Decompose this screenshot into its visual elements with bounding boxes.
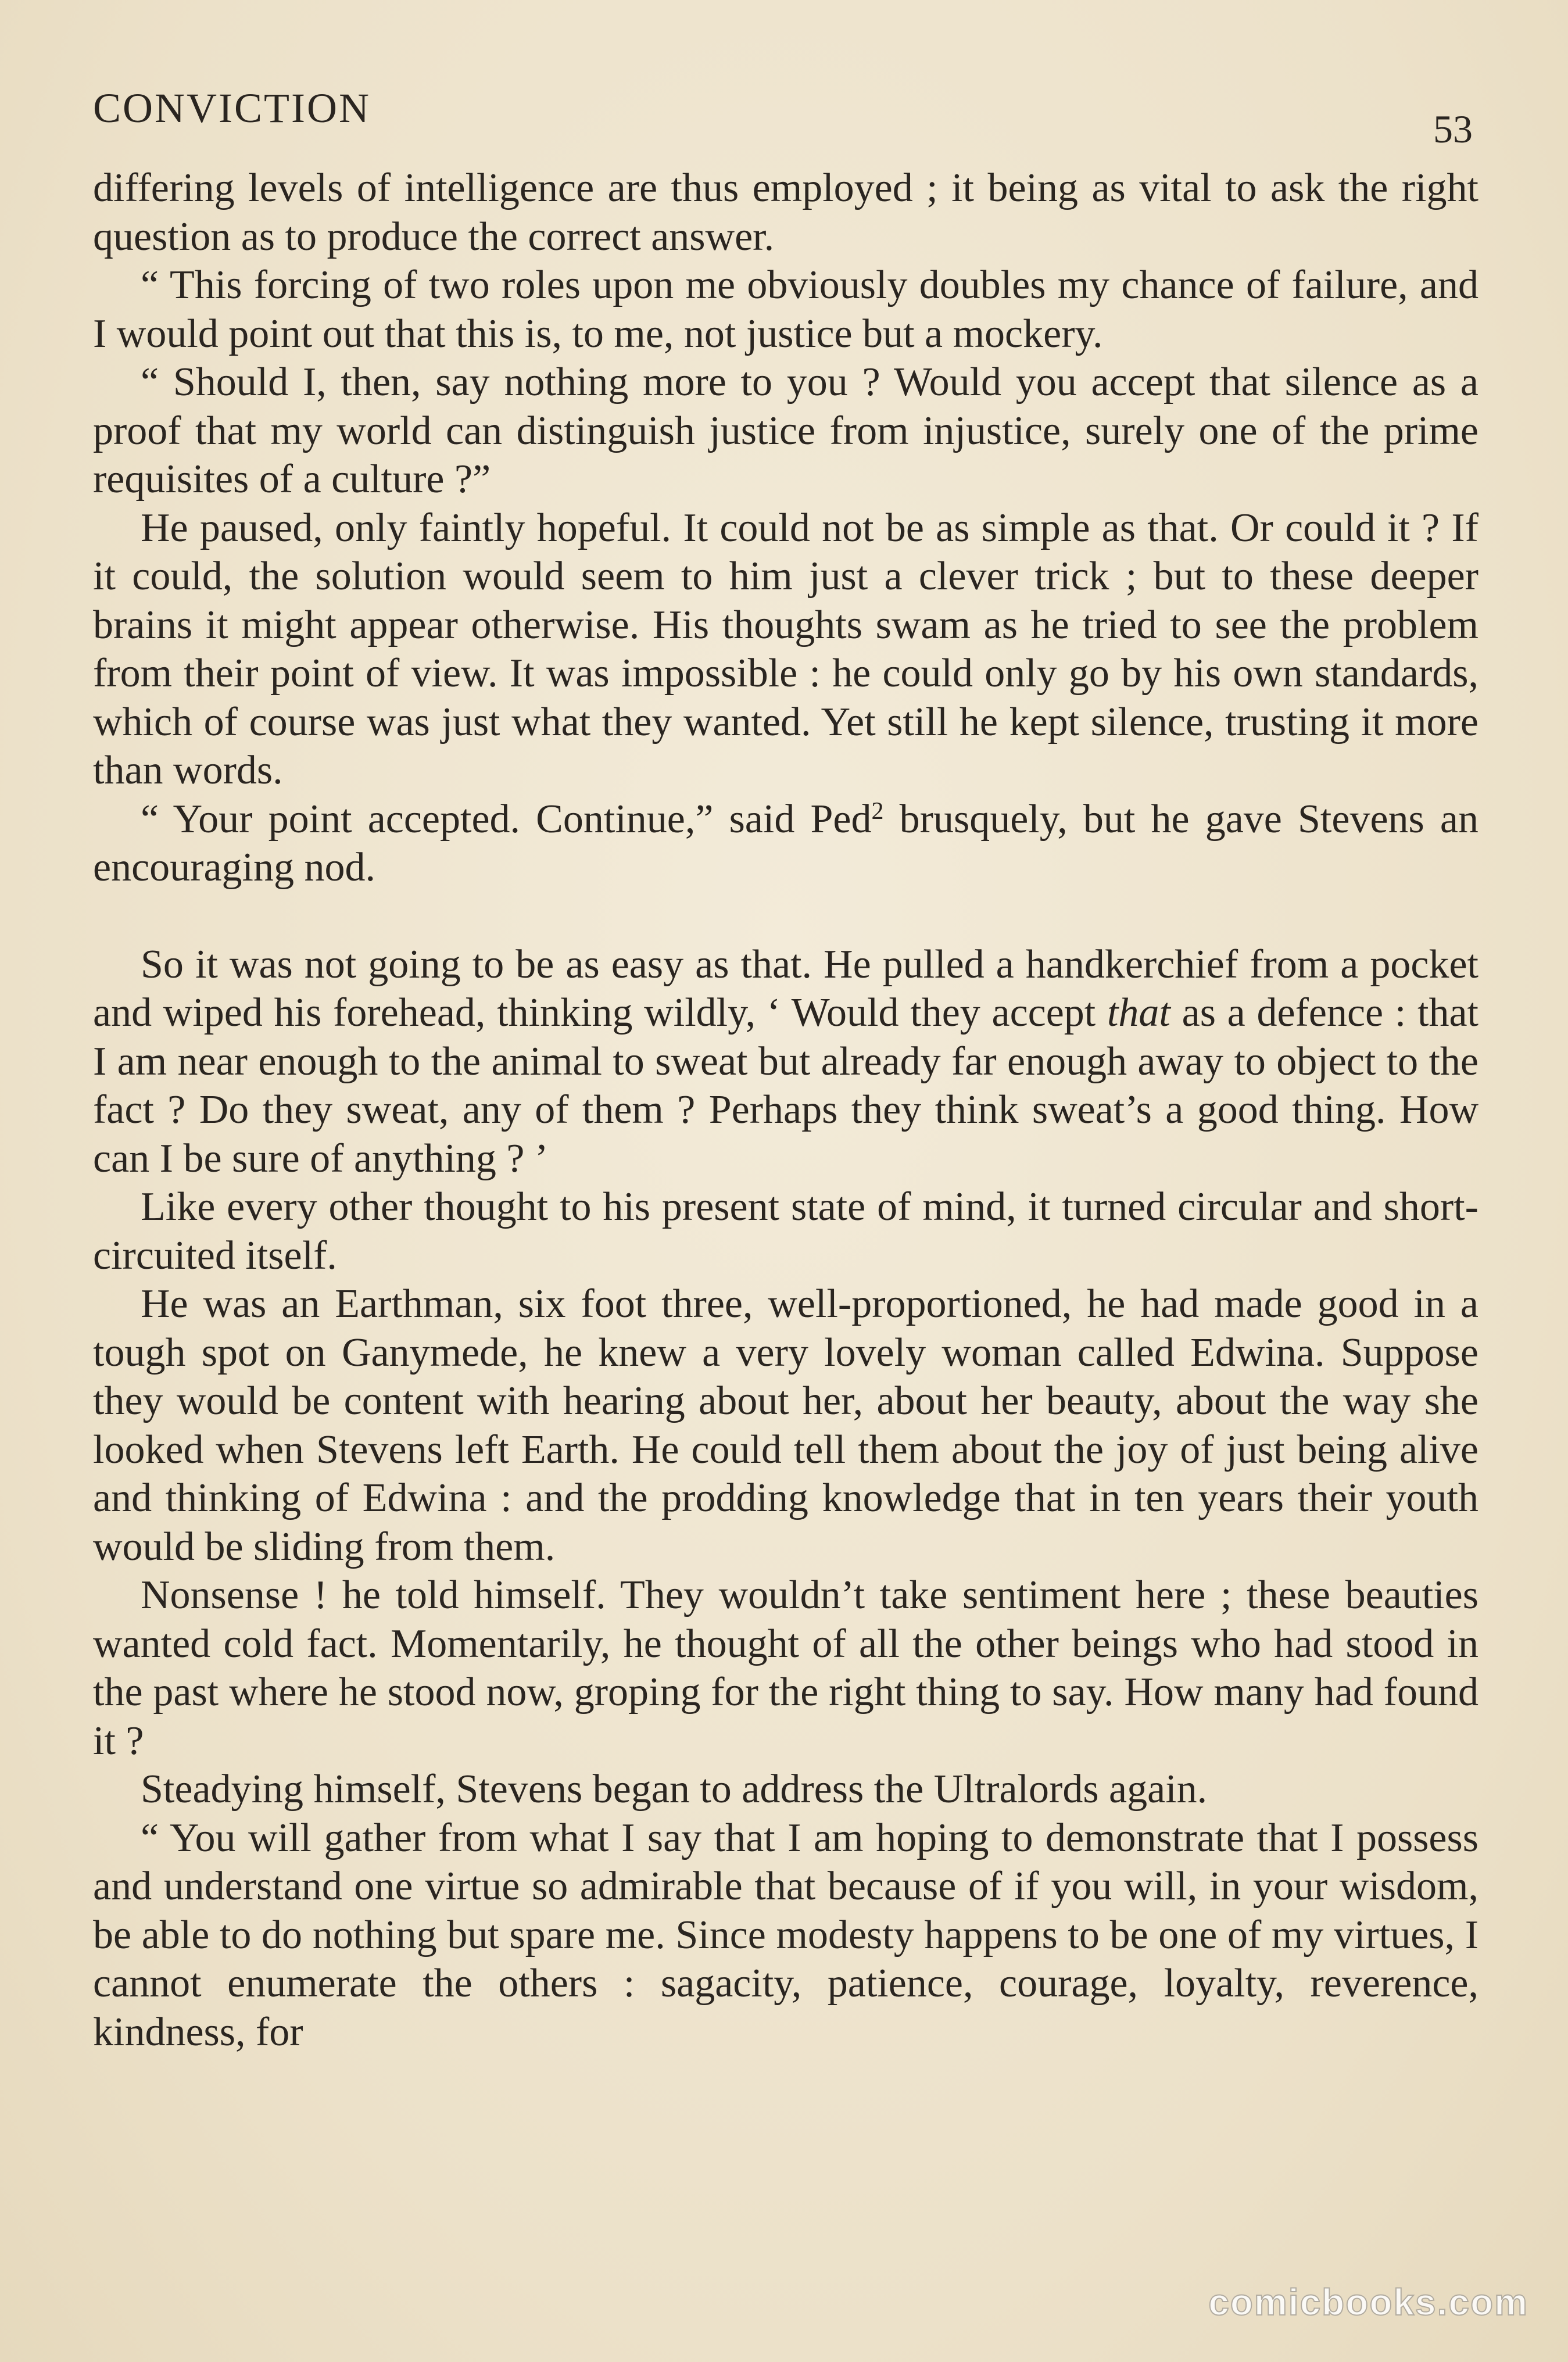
paragraph-text: So it was not going to be as easy as that. He pulled a handkerchief from a pocket and wiped his forehead, thinking wildly, ‘ Would they accept xyxy=(93,942,1478,1035)
emphasis: that xyxy=(1107,990,1170,1035)
watermark: comicbooks.com xyxy=(1208,2281,1528,2323)
chapter-title: CONVICTION xyxy=(93,85,371,131)
paragraph: differing levels of intelligence are thus employed ; it being as vital to ask the right question as to produce the correct answer. xyxy=(93,166,1478,259)
running-head xyxy=(93,87,1478,151)
book-page xyxy=(93,87,1478,2056)
paragraph: Like every other thought to his present state of mind, it turned circular and short-circuited itself. xyxy=(93,1184,1478,1278)
paragraph-text: brusquely, but he gave Stevens an encouraging nod. xyxy=(93,796,1478,890)
paragraph xyxy=(93,795,1478,892)
paragraph: Steadying himself, Stevens began to address the Ultralords again. xyxy=(141,1767,1208,1812)
superscript: 2 xyxy=(871,797,884,825)
paragraph xyxy=(93,940,1478,1183)
paragraph: He paused, only faintly hopeful. It could not be as simple as that. Or could it ? If it could, the solution would seem to him just a clever trick ; but to these deeper brains it might appear otherwise. His thoughts swam as he tried to see the problem from their point of view. It was impossible : he could only go by his own standards, which of course was just what they wanted. Yet still he kept silence, trusting it more than words. xyxy=(93,505,1478,793)
paragraph: “ You will gather from what I say that I am hoping to demonstrate that I possess and understand one virtue so admirable that because of if you will, in your wisdom, be able to do nothing but spare me. Since modesty happens to be one of my virtues, I cannot enumerate the others : sagacity, patience, courage, loyalty, reverence, kindness, for xyxy=(93,1815,1478,2055)
paragraph: Nonsense ! he told himself. They wouldn’t take sentiment here ; these beauties wanted cold fact. Momentarily, he thought of all the other beings who had stood in the past where he stood now, groping for the right thing to say. How many had found it ? xyxy=(93,1573,1478,1763)
body-text xyxy=(93,164,1478,2056)
paragraph: “ Should I, then, say nothing more to you ? Would you accept that silence as a proof that my world can distinguish justice from injustice, surely one of the prime requisites of a culture ?” xyxy=(93,360,1478,502)
paragraph: He was an Earthman, six foot three, well-proportioned, he had made good in a tough spot on Ganymede, he knew a very lovely woman called Edwina. Suppose they would be content with hearing about her, about her beauty, about the way she looked when Stevens left Earth. He could tell them about the joy of just being alive and thinking of Edwina : and the prodding knowledge that in ten years their youth would be sliding from them. xyxy=(93,1282,1478,1569)
paragraph: “ This forcing of two roles upon me obviously doubles my chance of failure, and I would point out that this is, to me, not justice but a mockery. xyxy=(93,263,1478,356)
paragraph-text: “ Your point accepted. Continue,” said Ped xyxy=(141,796,872,842)
paragraph-text: as a defence : that I am near enough to the animal to sweat but already far enough away to object to the fact ? Do they sweat, any of them ? Perhaps they think sweat’s a good thing. How can I be sure of anything ? ’ xyxy=(93,990,1478,1181)
page-number: 53 xyxy=(1433,107,1473,151)
